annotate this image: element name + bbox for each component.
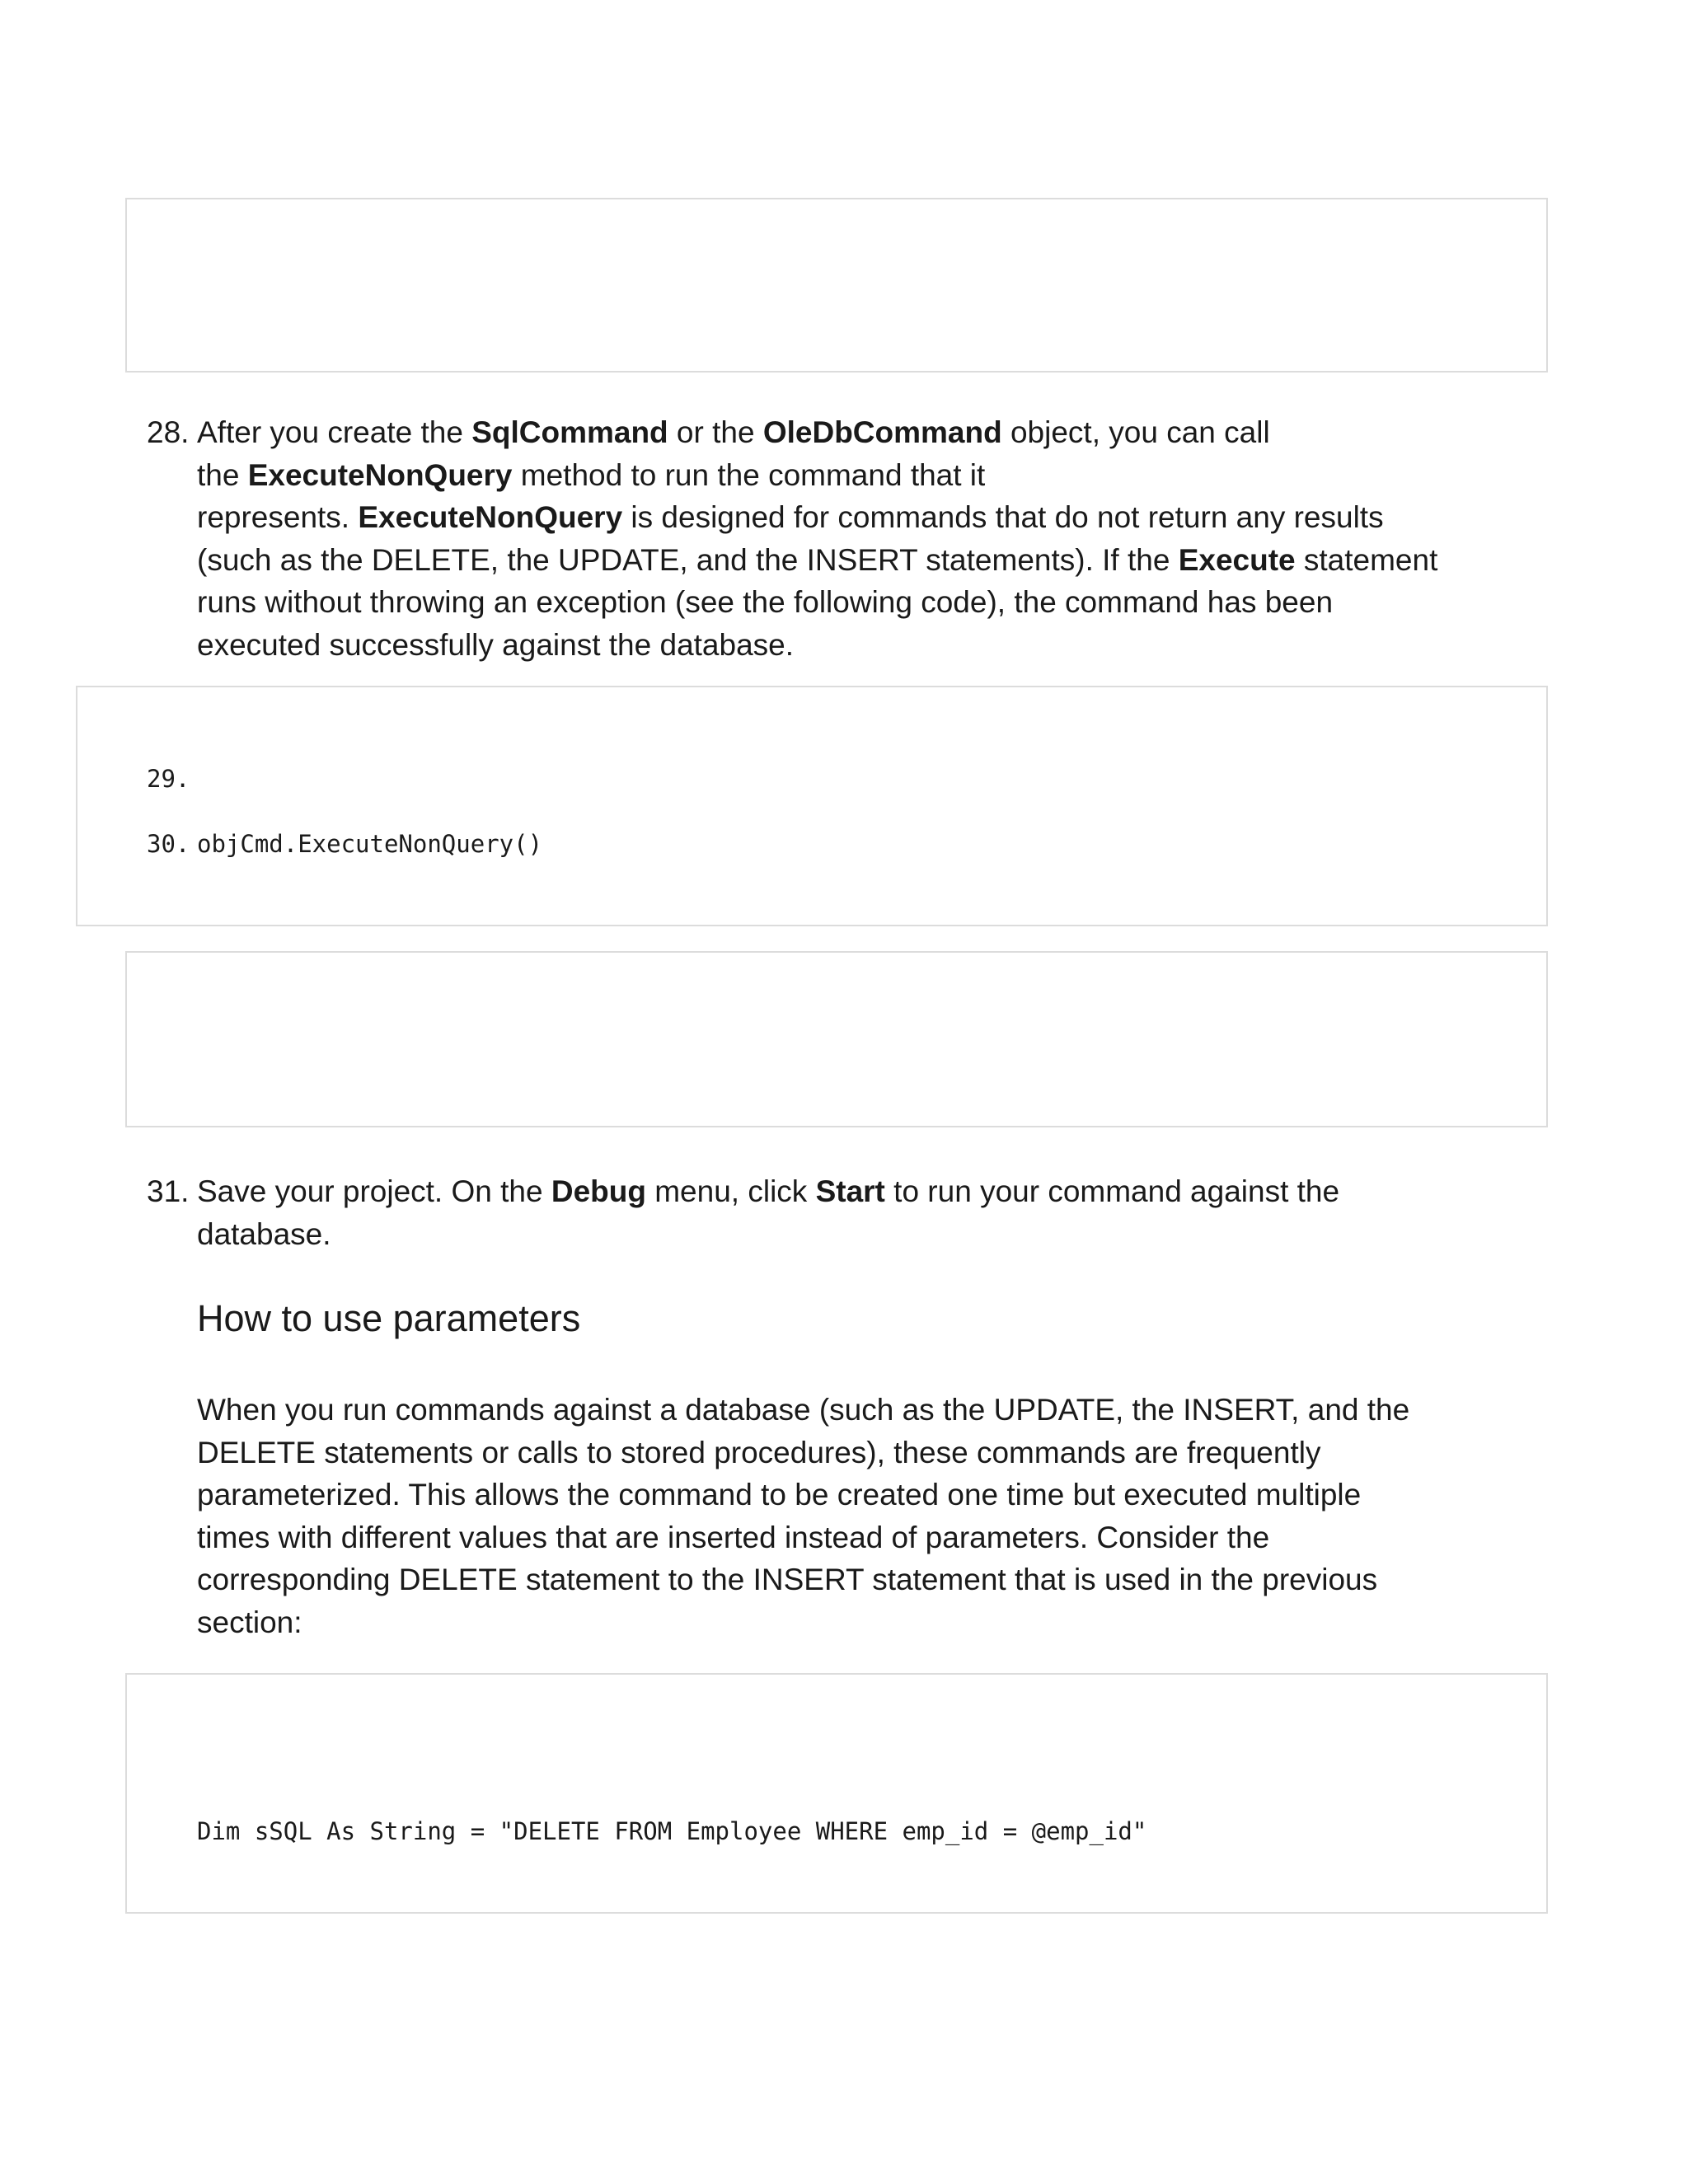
step-31-text bbox=[197, 1170, 1339, 1255]
paragraph-line-2: DELETE statements or calls to stored procedures), these commands are frequently bbox=[197, 1435, 1321, 1469]
step-28-line-6: executed successfully against the database. bbox=[197, 627, 795, 662]
step-28-line-1 bbox=[197, 411, 1437, 454]
text-run: to run your command against the bbox=[884, 1174, 1340, 1208]
code-line-30-number: 30. bbox=[147, 830, 190, 858]
paragraph-line-1: When you run commands against a database (such as the UPDATE, the INSERT, and the bbox=[197, 1393, 1410, 1427]
text-run: (such as the DELETE, the UPDATE, and the INSERT statements). If the bbox=[197, 542, 1179, 577]
empty-code-box-middle bbox=[125, 951, 1548, 1127]
code-line-30: objCmd.ExecuteNonQuery() bbox=[197, 830, 543, 858]
step-28-line-5: runs without throwing an exception (see the following code), the command has been bbox=[197, 585, 1334, 619]
step-31-line-2: database. bbox=[197, 1216, 331, 1251]
sqlcommand-term: SqlCommand bbox=[471, 415, 668, 449]
oledbcommand-term: OleDbCommand bbox=[762, 415, 1002, 449]
paragraph-line-3: parameterized. This allows the command to be created one time but executed multiple bbox=[197, 1478, 1362, 1511]
step-28-line-3 bbox=[197, 496, 1437, 539]
step-28-line-4 bbox=[197, 539, 1437, 582]
text-run: method to run the command that it bbox=[512, 457, 986, 492]
debug-term: Debug bbox=[551, 1174, 646, 1208]
step-31-number: 31. bbox=[147, 1174, 190, 1208]
text-run: or the bbox=[668, 415, 763, 449]
section-paragraph bbox=[197, 1389, 1409, 1643]
code-block-delete-sql bbox=[125, 1673, 1548, 1914]
text-run: Save your project. On the bbox=[197, 1174, 551, 1208]
paragraph-line-6: section: bbox=[197, 1605, 302, 1639]
executenonquery-term: ExecuteNonQuery bbox=[358, 500, 623, 534]
code-line-29-number: 29. bbox=[147, 765, 190, 793]
code-block-execute bbox=[76, 686, 1548, 926]
paragraph-line-4: times with different values that are inserted instead of parameters. Consider the bbox=[197, 1520, 1270, 1554]
text-run: object, you can call bbox=[1001, 415, 1270, 449]
executenonquery-term: ExecuteNonQuery bbox=[247, 457, 513, 492]
code-line-dim-ssql: Dim sSQL As String = "DELETE FROM Employee WHERE emp_id = @emp_id" bbox=[197, 1817, 1147, 1845]
text-run: the bbox=[197, 457, 248, 492]
step-31-line-1 bbox=[197, 1170, 1339, 1213]
paragraph-line-5: corresponding DELETE statement to the INSERT statement that is used in the previous bbox=[197, 1563, 1378, 1596]
empty-code-box-top bbox=[125, 198, 1548, 373]
text-run: is designed for commands that do not return any results bbox=[622, 500, 1384, 534]
text-run: menu, click bbox=[645, 1174, 816, 1208]
start-term: Start bbox=[815, 1174, 885, 1208]
execute-term: Execute bbox=[1178, 542, 1296, 577]
step-28-text bbox=[197, 411, 1437, 666]
section-heading: How to use parameters bbox=[197, 1297, 581, 1339]
text-run: represents. bbox=[197, 500, 359, 534]
step-28-line-2 bbox=[197, 454, 1437, 497]
text-run: After you create the bbox=[197, 415, 472, 449]
text-run: statement bbox=[1295, 542, 1438, 577]
step-28-number: 28. bbox=[147, 415, 190, 449]
